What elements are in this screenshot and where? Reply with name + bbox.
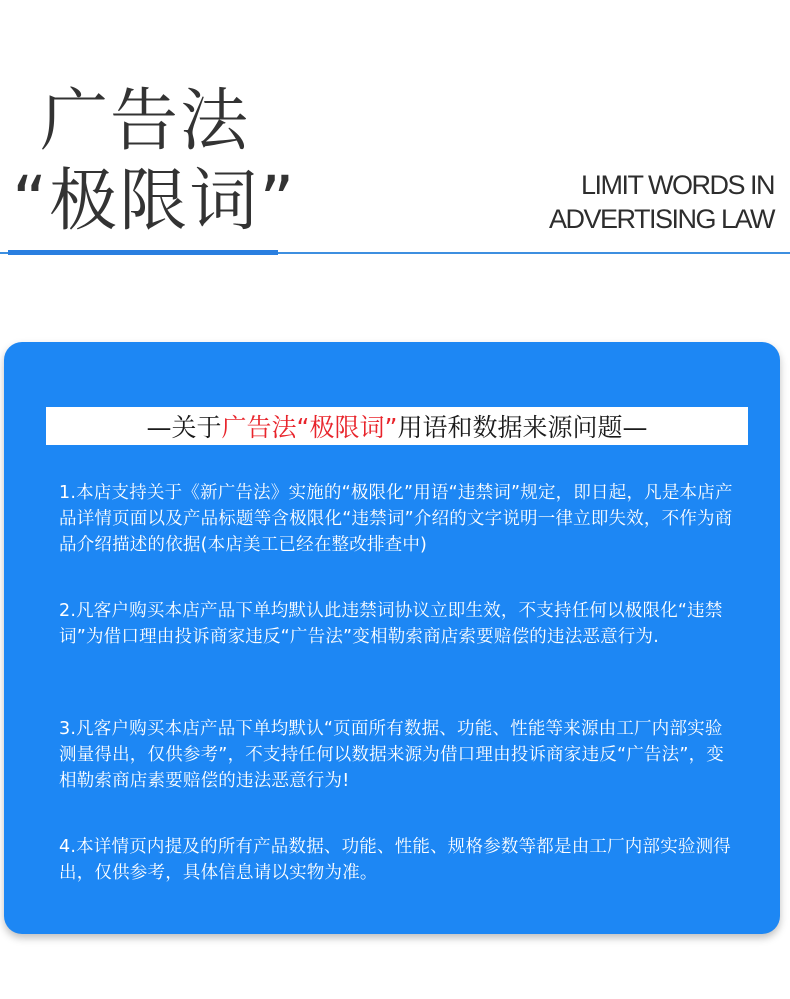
title-line-1: 广告法 (40, 82, 251, 161)
banner-prefix: —关于 (146, 413, 222, 442)
page-title (12, 82, 296, 242)
english-subtitle (549, 168, 774, 236)
title-line-2: “极限词” (12, 162, 297, 241)
subtitle-line-1: LIMIT WORDS IN (580, 170, 774, 200)
header-divider-accent (8, 250, 278, 255)
notice-card (4, 342, 780, 934)
notice-paragraph-2: 2.凡客户购买本店产品下单均默认此违禁词协议立即生效，不支持任何以极限化“违禁词”为借口理由投诉商家违反“广告法”变相勒索商店索要赔偿的违法恶意行为. (59, 601, 723, 647)
banner-highlight: 广告法“极限词” (221, 413, 398, 442)
notice-paragraph-1: 1.本店支持关于《新广告法》实施的“极限化”用语“违禁词”规定，即日起，凡是本店产品详情页面以及产品标题等含极限化“违禁词”介绍的文字说明一律立即失效，不作为商品介绍描述的依据(本店美工已经在整改排查中) (59, 483, 733, 555)
banner-suffix: 用语和数据来源问题— (397, 413, 648, 442)
notice-banner (46, 407, 748, 445)
notice-paragraph-3: 3.凡客户购买本店产品下单均默认“页面所有数据、功能、性能等来源由工厂内部实验测量得出，仅供参考”，不支持任何以数据来源为借口理由投诉商家违反“广告法”，变相勒索商店素要赔偿的违法恶意行为! (59, 719, 724, 791)
subtitle-line-2: ADVERTISING LAW (548, 204, 774, 234)
notice-paragraph-4: 4.本详情页内提及的所有产品数据、功能、性能、规格参数等都是由工厂内部实验测得出，仅供参考，具体信息请以实物为准。 (59, 837, 731, 883)
